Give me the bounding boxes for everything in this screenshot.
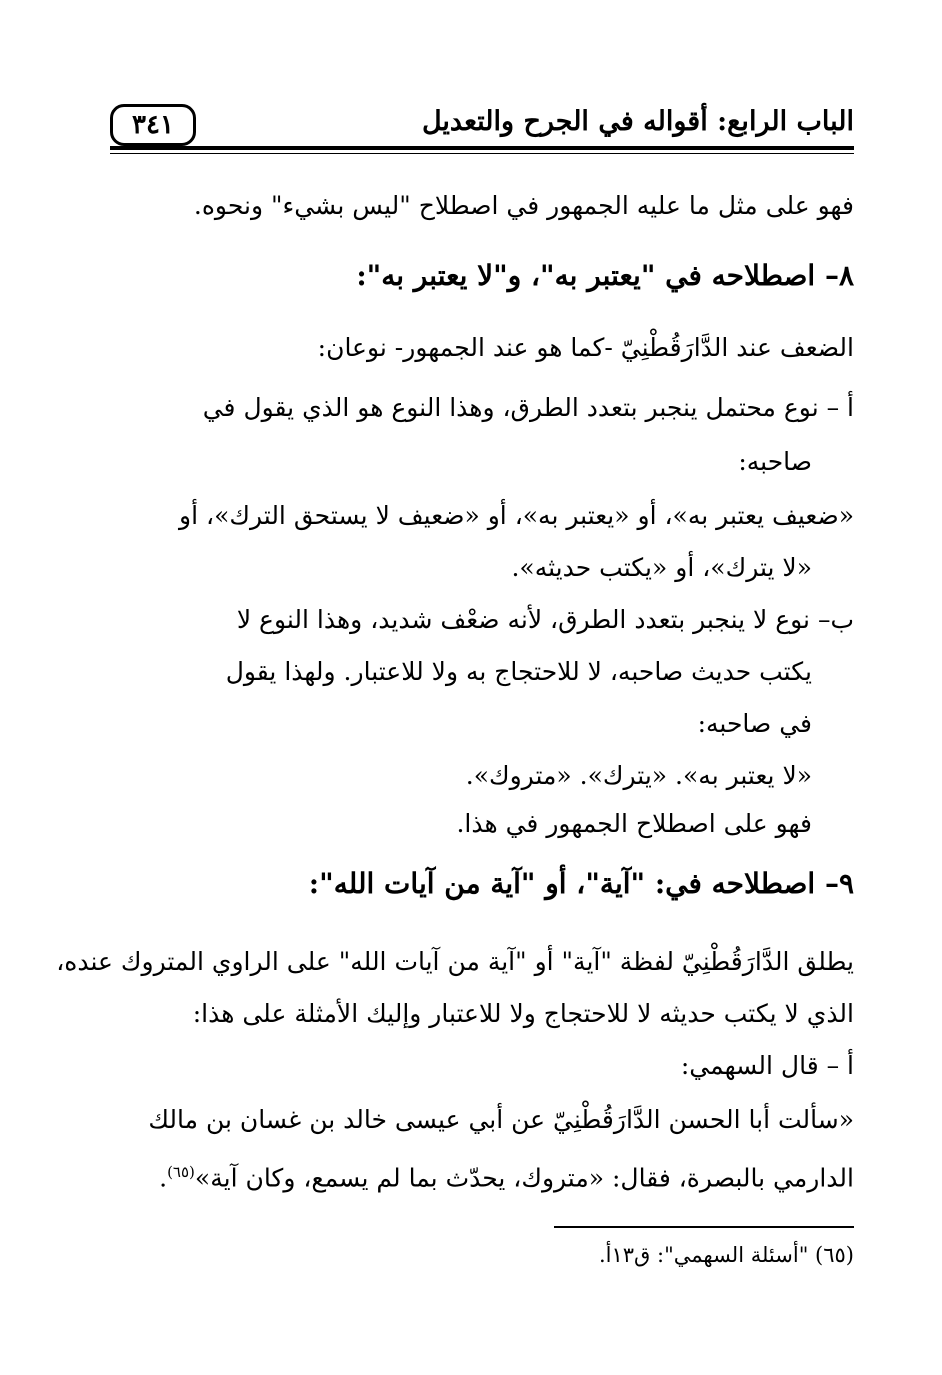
header-rule-thin bbox=[110, 153, 854, 154]
page-number: ٣٤١ bbox=[110, 104, 196, 146]
paragraph-line: صاحبه: bbox=[738, 447, 812, 476]
paragraph-line: في صاحبه: bbox=[697, 709, 812, 738]
footnote: (٦٥) "أسئلة السهمي": ق١٣أ. bbox=[598, 1243, 854, 1267]
section-heading-8: ٨– اصطلاحه في "يعتبر به"، و"لا يعتبر به": bbox=[356, 259, 854, 292]
paragraph-line: أ – قال السهمي: bbox=[680, 1051, 854, 1080]
paragraph-text: الدارمي بالبصرة، فقال: «متروك، يحدّث بما لم يسمع، وكان آية» bbox=[194, 1163, 854, 1193]
paragraph-line bbox=[110, 1152, 854, 1198]
paragraph-line: «ضعيف يعتبر به»، أو «يعتبر به»، أو «ضعيف لا يستحق الترك»، أو bbox=[179, 501, 854, 530]
paragraph-line: «لا يعتبر به». «يترك». «متروك». bbox=[465, 761, 812, 790]
header-rule-thick bbox=[110, 146, 854, 150]
paragraph-line: أ – نوع محتمل ينجبر بتعدد الطرق، وهذا النوع هو الذي يقول في bbox=[202, 393, 854, 422]
footnote-rule bbox=[554, 1226, 854, 1228]
paragraph-line: ب– نوع لا ينجبر بتعدد الطرق، لأنه ضعْف شديد، وهذا النوع لا bbox=[236, 605, 854, 634]
paragraph-line: يطلق الدَّارَقُطْنِيّ لفظة "آية" أو "آية من آيات الله" على الراوي المتروك عنده، bbox=[56, 947, 854, 976]
paragraph-line: فهو على مثل ما عليه الجمهور في اصطلاح "ليس بشيء" ونحوه. bbox=[193, 191, 854, 220]
paragraph-text-end: . bbox=[159, 1163, 168, 1193]
paragraph-line: يكتب حديث صاحبه، لا للاحتجاج به ولا للاعتبار. ولهذا يقول bbox=[225, 657, 812, 686]
paragraph-line: «سألت أبا الحسن الدَّارَقُطْنِيّ عن أبي عيسى خالد بن غسان بن مالك bbox=[148, 1105, 854, 1134]
chapter-header: الباب الرابع: أقواله في الجرح والتعديل bbox=[421, 106, 854, 137]
footnote-reference: (٦٥) bbox=[167, 1163, 195, 1181]
paragraph-line: الضعف عند الدَّارَقُطْنِيّ -كما هو عند الجمهور- نوعان: bbox=[317, 333, 854, 362]
paragraph-line: فهو على اصطلاح الجمهور في هذا. bbox=[456, 809, 812, 838]
paragraph-line: الذي لا يكتب حديثه لا للاحتجاج ولا للاعتبار وإليك الأمثلة على هذا: bbox=[192, 999, 854, 1028]
paragraph-line: «لا يترك»، أو «يكتب حديثه». bbox=[511, 553, 812, 582]
section-heading-9: ٩– اصطلاحه في: "آية"، أو "آية من آيات الله": bbox=[308, 867, 854, 900]
